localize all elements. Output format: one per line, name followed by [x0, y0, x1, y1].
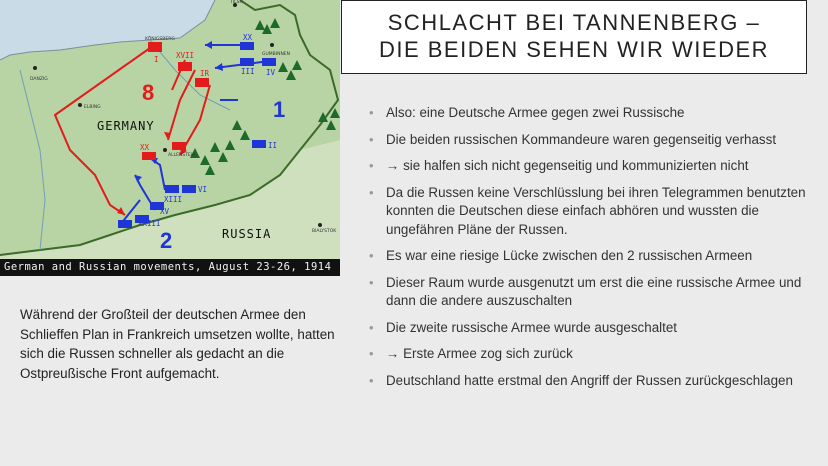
unit-label: XXIII — [138, 219, 161, 228]
bullet-item: • Dieser Raum wurde ausgenutzt um erst die eine russische Armee und dann die andere auszuschalten — [368, 274, 808, 311]
bullet-item: • → Erste Armee zog sich zurück — [368, 345, 808, 364]
slide-title-line-2: DIE BEIDEN SEHEN WIR WIEDER — [378, 37, 770, 62]
bullet-item: • Es war eine riesige Lücke zwischen den 2 russischen Armeen — [368, 247, 808, 266]
title-box — [341, 0, 807, 74]
unit-label: I — [154, 55, 159, 64]
unit-label: XX — [140, 143, 150, 152]
city-label: KÖNIGSBERG — [145, 37, 175, 42]
city-label: ELBING — [84, 105, 101, 110]
map-caption: German and Russian movements, August 23-26, 1914 — [0, 259, 340, 276]
bullet-item: • Deutschland hatte erstmal den Angriff der Russen zurückgeschlagen — [368, 372, 808, 391]
bullet-item: • Da die Russen keine Verschlüsslung bei ihren Telegrammen benutzten konnten die Deutschen diese einfach abhören und wussten die ungefähren Pläne der Russen. — [368, 184, 808, 240]
unit-label: III — [241, 67, 255, 76]
bullet-item: • Also: eine Deutsche Armee gegen zwei Russische — [368, 104, 808, 123]
unit-label: XX — [243, 33, 253, 42]
city-label: GUMBINNEN — [262, 52, 291, 57]
bullet-item: • → sie halfen sich nicht gegenseitig und kommunizierten nicht — [368, 157, 808, 176]
bullet-item: • Die beiden russischen Kommandeure waren gegenseitig verhasst — [368, 131, 808, 150]
unit-label: VI — [198, 185, 208, 194]
city-label: TILSIT — [230, 0, 244, 5]
unit-label: XV — [160, 207, 170, 216]
intro-paragraph: Während der Großteil der deutschen Armee den Schlieffen Plan in Frankreich umsetzen wollte, hatten sich die Russen schneller als gedacht an die Ostpreußische Front aufgemacht. — [20, 307, 335, 381]
unit-label: IV — [266, 68, 276, 77]
army-number-2: 2 — [160, 228, 173, 253]
army-number-8: 8 — [142, 80, 155, 105]
bullet-item: • Die zweite russische Armee wurde ausgeschaltet — [368, 319, 808, 338]
unit-label: II — [268, 141, 278, 150]
map-label-germany: GERMANY — [97, 119, 155, 133]
slide-title-line-1: SCHLACHT BEI TANNENBERG – — [387, 10, 761, 35]
unit-label: I — [123, 221, 128, 230]
unit-label: XVII — [176, 51, 195, 60]
army-number-1: 1 — [273, 97, 286, 122]
bullet-list — [368, 104, 808, 398]
map-graphic — [0, 0, 340, 276]
unit-label: IR — [200, 69, 210, 78]
city-label: BIALYSTOK — [312, 229, 337, 234]
battle-map — [0, 0, 340, 276]
unit-label: XIII — [164, 195, 183, 204]
city-label: ALLENSTEIN — [168, 153, 196, 158]
city-label: DANZIG — [30, 77, 48, 82]
map-label-russia: RUSSIA — [222, 227, 272, 241]
